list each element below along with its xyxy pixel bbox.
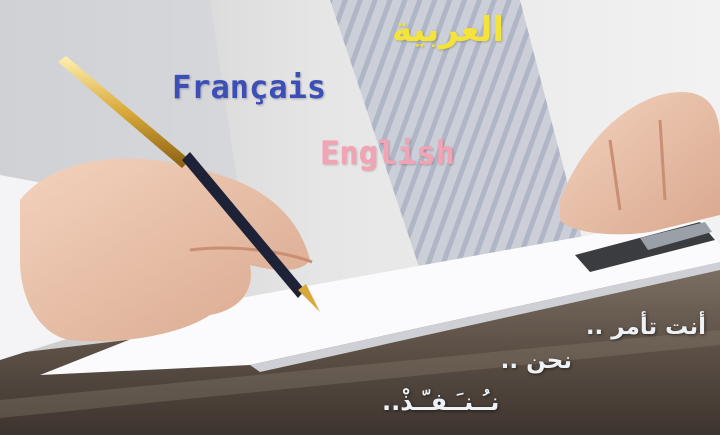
english-language-label: English xyxy=(320,134,455,172)
slogan-line-2: نحن .. xyxy=(500,348,572,374)
slogan-line-3: نـُـنـَـفـّـذْ.. xyxy=(382,388,500,416)
slogan-line-1: أنت تأمر .. xyxy=(585,314,706,340)
arabic-language-label: العربية xyxy=(392,10,505,50)
french-language-label: Français xyxy=(172,68,327,106)
